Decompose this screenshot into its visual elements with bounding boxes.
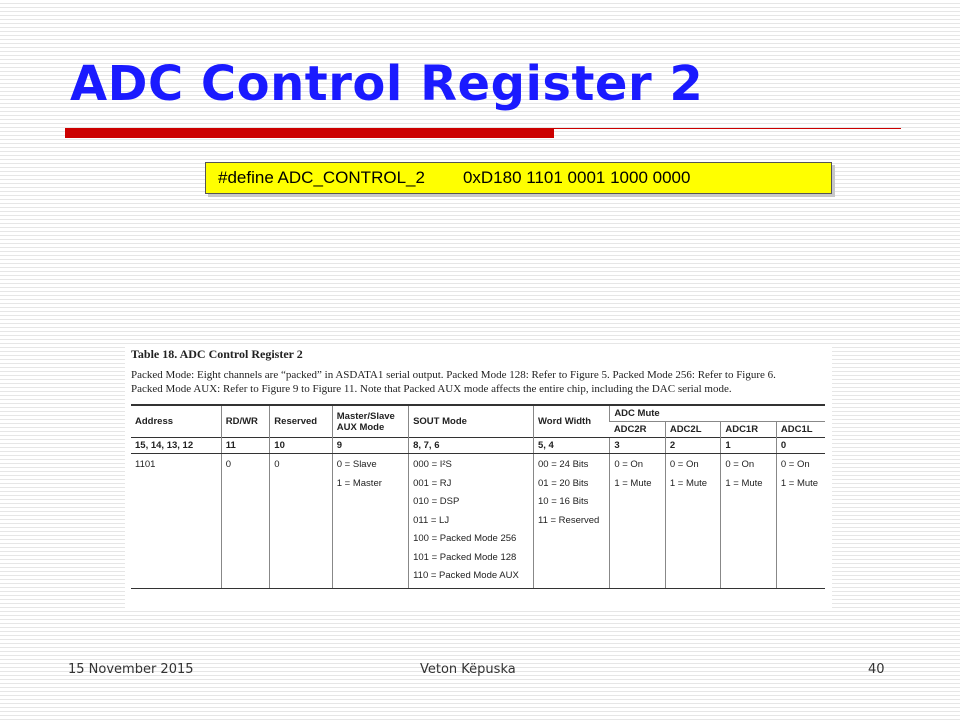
table-cell: 0 = On [725, 459, 755, 470]
footer-date: 15 November 2015 [68, 662, 194, 677]
value-adc2l [665, 454, 721, 589]
value-sout-mode [409, 454, 534, 589]
header-adc1r: ADC1R [721, 422, 777, 438]
header-address: Address [131, 405, 221, 438]
footer-page-number: 40 [868, 662, 885, 677]
table-cell: 01 = 20 Bits [537, 477, 589, 489]
table-cell: 010 = DSP [413, 496, 460, 507]
table-description-line-1: Packed Mode: Eight channels are “packed” in ASDATA1 serial output. Packed Mode 128: Refer to Figure 5. Packed Mode 256: Refer to Figure 6. [131, 369, 776, 381]
bits-adc2r: 3 [610, 438, 666, 454]
table-cell: 1 = Mute [725, 477, 763, 489]
register-table [131, 404, 825, 589]
bits-adc2l: 2 [665, 438, 721, 454]
table-cell: 0 = Slave [336, 459, 377, 470]
footer-author: Veton Këpuska [420, 662, 516, 677]
table-cell: 0 = On [614, 459, 644, 470]
bits-rdwr: 11 [221, 438, 270, 454]
table-cell: 1 = Mute [614, 477, 652, 489]
value-adc1r [721, 454, 777, 589]
table-cell: 11 = Reserved [537, 514, 600, 526]
value-master-slave [332, 454, 408, 589]
table-cell: 00 = 24 Bits [537, 459, 589, 470]
header-sout-mode: SOUT Mode [409, 405, 534, 438]
table-cell: 0 = On [669, 459, 699, 470]
bits-reserved: 10 [270, 438, 332, 454]
define-name: #define ADC_CONTROL_2 [218, 168, 425, 187]
table-cell: 101 = Packed Mode 128 [413, 551, 517, 563]
header-reserved: Reserved [270, 405, 332, 438]
value-adc2r [610, 454, 666, 589]
value-word-width [533, 454, 609, 589]
header-adc-mute: ADC Mute [610, 405, 825, 422]
header-adc2l: ADC2L [665, 422, 721, 438]
bits-address: 15, 14, 13, 12 [131, 438, 221, 454]
table-cell: 100 = Packed Mode 256 [413, 533, 517, 544]
define-statement-box [205, 162, 832, 194]
table-cell: 0 [225, 459, 232, 470]
table-cell: 1101 [135, 459, 156, 470]
table-caption: Table 18. ADC Control Register 2 [131, 347, 303, 361]
bits-word-width: 5, 4 [533, 438, 609, 454]
table-cell: 10 = 16 Bits [537, 496, 589, 507]
table-cell: 001 = RJ [413, 477, 452, 489]
value-adc1l [776, 454, 825, 589]
table-cell: 011 = LJ [413, 514, 450, 526]
header-adc2r: ADC2R [610, 422, 666, 438]
slide-title: ADC Control Register 2 [70, 56, 704, 112]
bits-master-slave: 9 [332, 438, 408, 454]
table-cell: 0 [274, 459, 280, 470]
table-cell: 0 = On [780, 459, 810, 470]
value-address [131, 454, 221, 589]
table-cell: 000 = I²S [413, 459, 452, 470]
header-master-slave: Master/Slave AUX Mode [332, 405, 408, 438]
table-cell: 1 = Master [336, 477, 382, 489]
bits-adc1l: 0 [776, 438, 825, 454]
table-cell: 1 = Mute [669, 477, 708, 489]
header-rdwr: RD/WR [221, 405, 270, 438]
value-rdwr [221, 454, 270, 589]
title-underline-thick [65, 128, 554, 138]
bits-adc1r: 1 [721, 438, 777, 454]
table-cell: 1 = Mute [780, 477, 819, 489]
header-word-width: Word Width [533, 405, 609, 438]
header-adc1l: ADC1L [776, 422, 825, 438]
define-value: 0xD180 1101 0001 1000 0000 [462, 168, 691, 187]
bits-sout-mode: 8, 7, 6 [409, 438, 534, 454]
table-cell: 110 = Packed Mode AUX [413, 570, 519, 581]
table-description-line-2: Packed Mode AUX: Refer to Figure 9 to Figure 11. Note that Packed AUX mode affects the entire chip, including the DAC serial mode. [131, 383, 732, 395]
value-reserved [270, 454, 332, 589]
register-table-figure [125, 345, 832, 609]
